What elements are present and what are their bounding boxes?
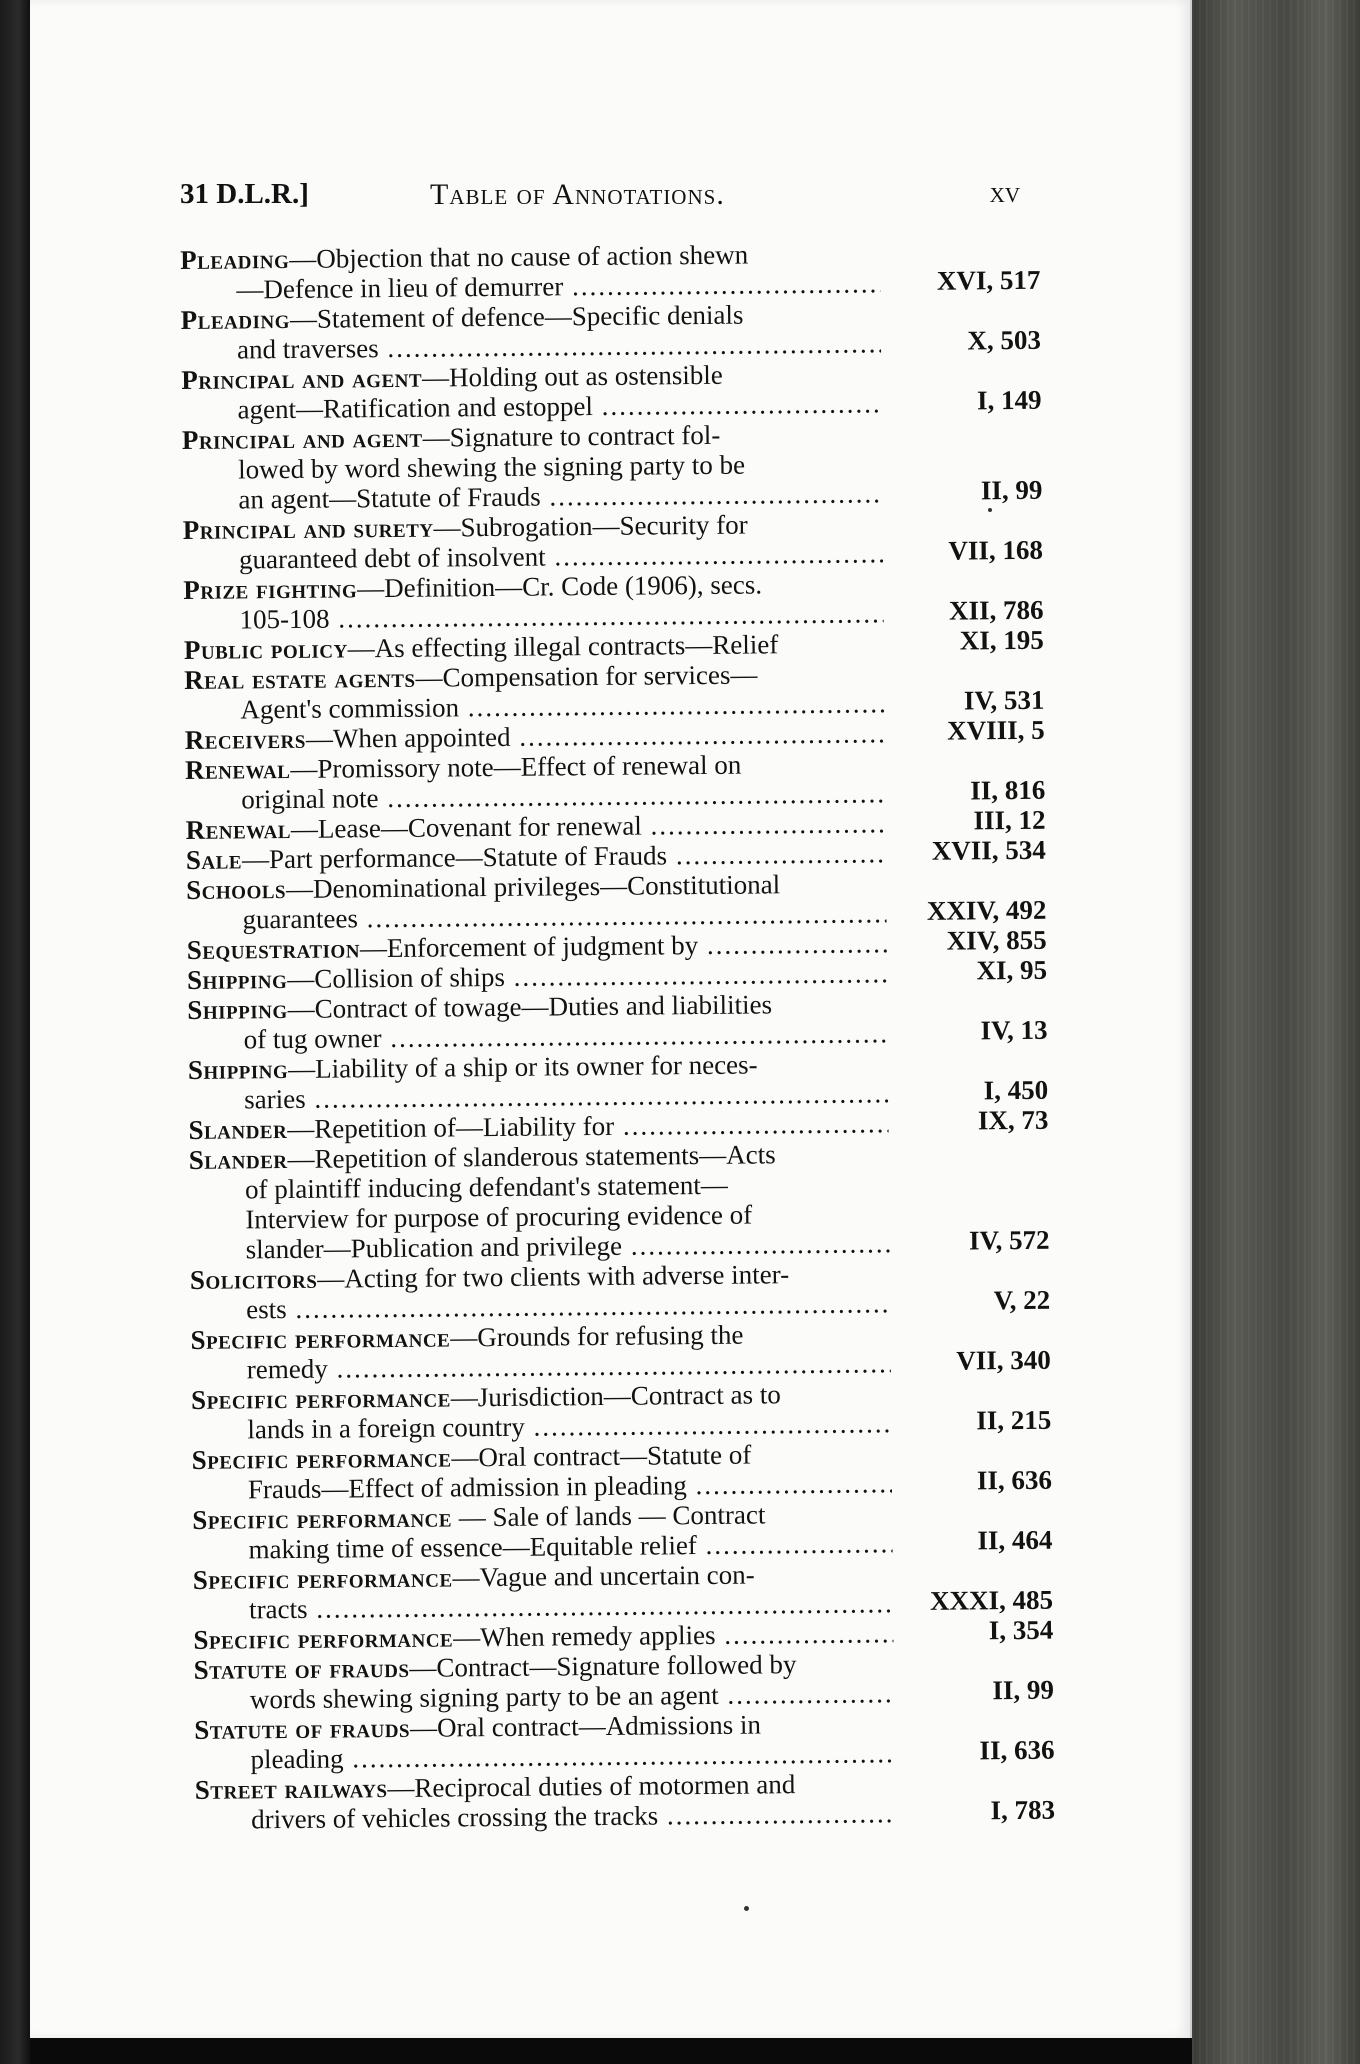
entry-text: —Denominational privileges—Constitutional xyxy=(285,869,781,905)
volume-page-reference: XII, 786 xyxy=(948,594,1044,626)
entry-heading: Slander xyxy=(188,1114,288,1145)
volume-page-reference: IV, 13 xyxy=(980,1014,1048,1046)
entry-heading: Real estate agents xyxy=(184,662,416,695)
index-entry xyxy=(185,747,1046,815)
entry-heading: Statute of frauds xyxy=(193,1652,410,1685)
volume-page-reference: II, 816 xyxy=(970,774,1046,806)
entry-text: —Contract—Signature followed by xyxy=(409,1649,797,1683)
index-entry xyxy=(188,1047,1049,1115)
entry-heading: Shipping xyxy=(187,994,288,1025)
volume-page-reference: III, 12 xyxy=(973,804,1046,836)
entry-text: —Vague and uncertain con- xyxy=(452,1559,755,1593)
entry-text: —When remedy applies xyxy=(453,1619,716,1653)
entry-text: —Objection that no cause of action shewn xyxy=(289,239,749,274)
entry-heading: Principal and surety xyxy=(182,512,434,545)
entry-heading: Principal and agent xyxy=(181,362,423,395)
entry-heading: Statute of frauds xyxy=(194,1712,411,1745)
volume-page-reference: V, 22 xyxy=(993,1284,1051,1316)
entry-text: remedy xyxy=(246,1353,328,1385)
entry-text: —As effecting illegal contracts—Relief xyxy=(347,629,779,664)
page-speck xyxy=(744,1906,749,1911)
entry-text: slander—Publication and privilege xyxy=(245,1230,623,1265)
entry-text: Frauds—Effect of admission in pleading xyxy=(247,1470,687,1505)
volume-page-reference: XI, 95 xyxy=(976,954,1048,986)
entry-text: lands in a foreign country xyxy=(247,1411,525,1445)
entry-text: —Part performance—Statute of Frauds xyxy=(241,840,668,875)
page-number: xv xyxy=(989,176,1020,209)
volume-page-reference: II, 99 xyxy=(992,1674,1055,1706)
index-entry xyxy=(182,417,1043,515)
index-entry xyxy=(190,1317,1051,1385)
volume-page-reference: XVII, 534 xyxy=(931,834,1046,866)
index-entry xyxy=(183,567,1044,635)
entry-text: tracts xyxy=(248,1593,308,1625)
scan-left-edge xyxy=(0,0,30,2064)
entry-text: of tug owner xyxy=(243,1023,382,1055)
entry-text: — Sale of lands — Contract xyxy=(451,1499,766,1533)
index-entry xyxy=(181,357,1042,425)
index-entry xyxy=(180,237,1041,305)
entry-text: guarantees xyxy=(242,903,359,935)
entry-heading: Public policy xyxy=(183,633,348,665)
volume-page-reference: II, 636 xyxy=(979,1734,1055,1766)
entry-text: and traverses xyxy=(236,333,379,365)
entry-heading: Pleading xyxy=(180,303,291,335)
entry-heading: Principal and agent xyxy=(181,422,423,455)
index-entry xyxy=(194,1707,1055,1775)
volume-page-reference: XVI, 517 xyxy=(936,264,1041,296)
volume-page-reference: II, 99 xyxy=(980,474,1043,506)
entry-heading: Renewal xyxy=(185,813,292,845)
entry-heading: Shipping xyxy=(187,1053,289,1085)
index-entry xyxy=(184,657,1045,725)
entry-text: —Subrogation—Security for xyxy=(433,509,748,543)
index-entry xyxy=(190,1257,1051,1325)
entry-text: agent—Ratification and estoppel xyxy=(237,391,594,425)
entry-heading: Renewal xyxy=(184,753,291,785)
volume-page-reference: VII, 168 xyxy=(948,534,1044,566)
entry-text: guaranteed debt of insolvent xyxy=(238,541,546,575)
entry-text: of plaintiff inducing defendant's statement— xyxy=(244,1169,728,1205)
entry-heading: Specific performance xyxy=(191,1442,452,1475)
volume-page-reference: IX, 73 xyxy=(977,1104,1049,1136)
entry-text: —Liability of a ship or its owner for neces- xyxy=(288,1049,758,1084)
annotation-index xyxy=(180,237,1075,1835)
index-entry xyxy=(181,297,1042,365)
volume-page-reference: IV, 572 xyxy=(968,1224,1050,1256)
entry-text: —When appointed xyxy=(305,721,511,754)
index-entry xyxy=(192,1497,1053,1565)
entry-text: saries xyxy=(244,1083,306,1115)
index-entry xyxy=(189,1137,1050,1265)
entry-text: —Acting for two clients with adverse inter- xyxy=(317,1259,790,1294)
entry-text: 105-108 xyxy=(239,603,330,635)
volume-page-reference: XI, 195 xyxy=(959,624,1044,656)
entry-heading: Sale xyxy=(185,844,243,875)
volume-page-reference: XXIV, 492 xyxy=(926,894,1047,926)
volume-page-reference: I, 149 xyxy=(976,384,1042,416)
entry-text: —Repetition of—Liability for xyxy=(287,1110,615,1145)
index-entry xyxy=(186,867,1047,935)
entry-text: original note xyxy=(241,783,379,815)
volume-page-reference: I, 783 xyxy=(990,1794,1056,1826)
entry-text: —Collision of ships xyxy=(287,961,506,995)
volume-page-reference: XIV, 855 xyxy=(946,924,1047,956)
entry-text: —Enforcement of judgment by xyxy=(359,930,699,964)
index-entry xyxy=(194,1647,1055,1715)
entry-heading: Specific performance xyxy=(193,1622,454,1655)
volume-page-reference: VII, 340 xyxy=(956,1344,1051,1376)
volume-page-reference: X, 503 xyxy=(967,324,1042,356)
entry-heading: Schools xyxy=(186,874,287,905)
entry-heading: Sequestration xyxy=(186,933,361,965)
entry-heading: Solicitors xyxy=(189,1263,318,1295)
entry-text: —Oral contract—Admissions in xyxy=(409,1709,762,1743)
volume-reference: 31 D.L.R.] xyxy=(180,178,309,210)
volume-page-reference: II, 636 xyxy=(976,1464,1053,1496)
entry-text: lowed by word shewing the signing party to be xyxy=(238,449,746,485)
entry-text: drivers of vehicles crossing the tracks xyxy=(250,1800,659,1835)
volume-page-reference: II, 464 xyxy=(977,1524,1053,1556)
entry-text: making time of essence—Equitable relief xyxy=(248,1530,697,1565)
entry-text: —Defence in lieu of demurrer xyxy=(236,271,564,305)
index-entry xyxy=(183,507,1044,575)
entry-text: —Definition—Cr. Code (1906), secs. xyxy=(356,569,763,604)
entry-heading: Receivers xyxy=(184,723,307,755)
entry-heading: Slander xyxy=(188,1144,288,1175)
index-entry xyxy=(193,1557,1054,1625)
page-speck xyxy=(988,508,992,512)
entry-text: —Holding out as ostensible xyxy=(421,359,723,393)
index-entry xyxy=(187,987,1048,1055)
entry-text: —Signature to contract fol- xyxy=(422,419,721,453)
volume-page-reference: I, 354 xyxy=(988,1614,1054,1646)
index-entry xyxy=(192,1437,1053,1505)
entry-heading: Specific performance xyxy=(190,1322,451,1355)
volume-page-reference: I, 450 xyxy=(983,1074,1049,1106)
entry-text: an agent—Statute of Frauds xyxy=(238,481,541,515)
entry-text: —Compensation for services— xyxy=(415,659,758,693)
entry-text: —Promissory note—Effect of renewal on xyxy=(290,749,742,784)
page-title: Table of Annotations. xyxy=(430,178,725,211)
volume-page-reference: XVIII, 5 xyxy=(947,714,1045,746)
entry-text: —Lease—Covenant for renewal xyxy=(290,810,642,844)
entry-heading: Specific performance xyxy=(190,1382,451,1415)
entry-text: —Jurisdiction—Contract as to xyxy=(450,1379,781,1413)
index-entry xyxy=(191,1377,1052,1445)
entry-heading: Specific performance xyxy=(192,1562,453,1595)
volume-page-reference: IV, 531 xyxy=(963,684,1045,716)
entry-text: —Oral contract—Statute of xyxy=(451,1439,752,1473)
entry-heading: Specific performance xyxy=(192,1502,453,1535)
entry-text: pleading xyxy=(250,1743,344,1775)
entry-text: words shewing signing party to be an agent xyxy=(249,1679,719,1715)
entry-text: Interview for purpose of procuring evidence of xyxy=(245,1199,753,1235)
entry-heading: Street railways xyxy=(194,1773,388,1805)
entry-heading: Prize fighting xyxy=(183,573,358,605)
volume-page-reference: II, 215 xyxy=(976,1404,1052,1436)
entry-text: Agent's commission xyxy=(240,692,460,725)
entry-text: —Reciprocal duties of motormen and xyxy=(387,1769,796,1804)
volume-page-reference: XXXI, 485 xyxy=(929,1584,1054,1616)
running-header xyxy=(180,170,1020,220)
entry-text: —Grounds for refusing the xyxy=(450,1319,744,1353)
entry-text: ests xyxy=(246,1294,287,1325)
entry-text: —Statement of defence—Specific denials xyxy=(289,299,744,334)
entry-text: —Contract of towage—Duties and liabilities xyxy=(287,989,773,1025)
index-entry xyxy=(195,1767,1056,1835)
entry-heading: Pleading xyxy=(180,243,290,275)
entry-heading: Shipping xyxy=(186,964,288,995)
book-binding-edge xyxy=(1192,0,1360,2064)
entry-text: —Repetition of slanderous statements—Acts xyxy=(287,1139,776,1175)
